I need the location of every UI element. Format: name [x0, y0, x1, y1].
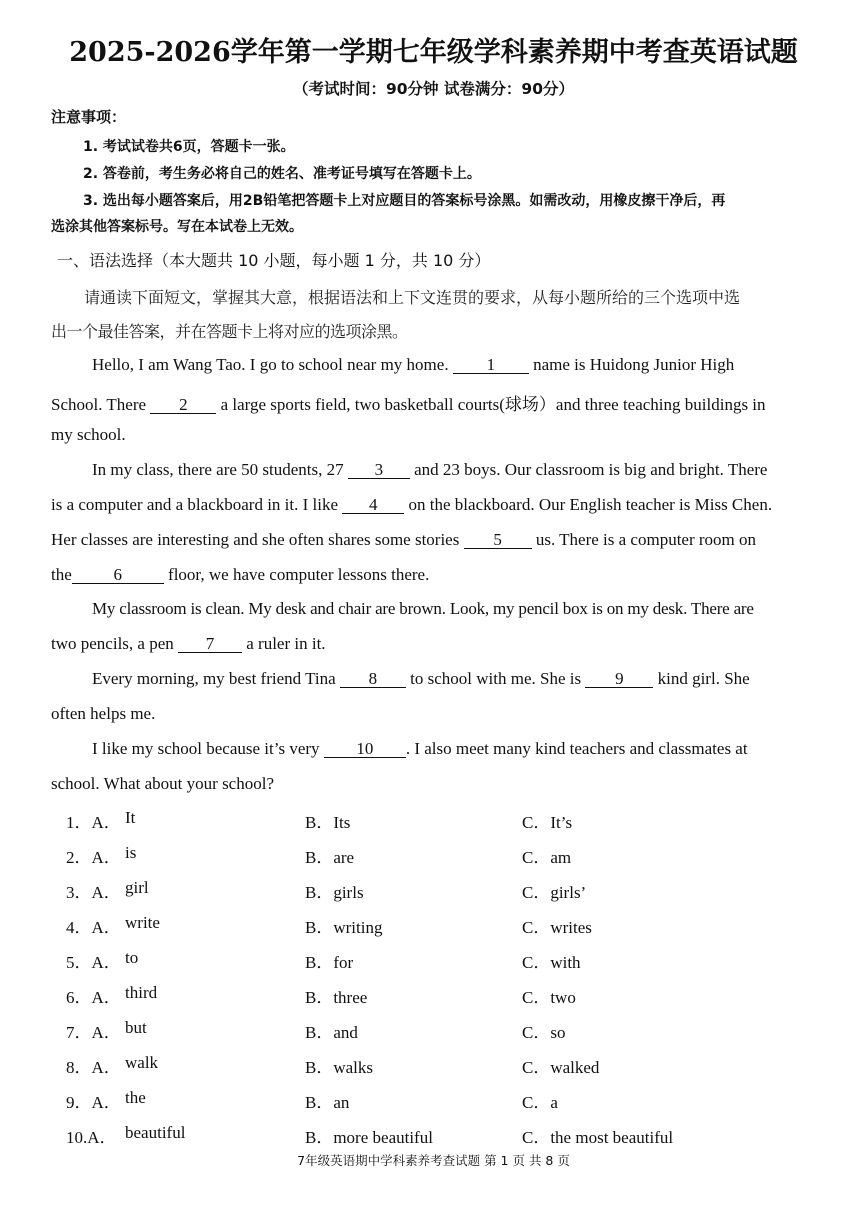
- option-a: is: [125, 843, 137, 862]
- question-options: [0, 1018, 867, 1040]
- passage-line: [51, 390, 766, 415]
- blank-5: 5: [464, 531, 532, 549]
- blank-9: 9: [585, 670, 653, 688]
- blank-6: 6: [72, 566, 164, 584]
- question-number: 5．A．: [66, 953, 121, 972]
- passage-text: us. There is a computer room on: [535, 530, 757, 549]
- blank-7: 7: [178, 635, 242, 653]
- option-b: B．Its: [305, 813, 351, 832]
- passage-text: on the blackboard. Our English teacher is Miss Chen.: [408, 495, 773, 514]
- option-a: beautiful: [125, 1123, 186, 1142]
- option-b: B．more beautiful: [305, 1128, 433, 1147]
- passage-text: is a computer and a blackboard in it. I like: [51, 495, 339, 514]
- question-number: 3．A．: [66, 883, 121, 902]
- passage-text: . I also meet many kind teachers and classmates at: [405, 739, 748, 758]
- passage-line: [51, 495, 772, 515]
- question-options: [0, 913, 867, 935]
- page-footer: 7年级英语期中学科素养考查试题 第 1 页 共 8 页: [297, 1153, 570, 1168]
- question-options: [0, 843, 867, 865]
- question-number: 7．A．: [66, 1023, 121, 1042]
- option-a: the: [125, 1088, 146, 1107]
- option-b: B．for: [305, 953, 354, 972]
- option-c: C．girls’: [522, 883, 587, 902]
- question-options: [0, 878, 867, 900]
- passage-text: I like my school because it’s very: [92, 739, 320, 758]
- option-c: C．the most beautiful: [522, 1128, 674, 1147]
- question-options: [0, 1088, 867, 1110]
- passage-line: my school.: [51, 425, 126, 444]
- option-a: to: [125, 948, 139, 967]
- option-c: C．am: [522, 848, 572, 867]
- question-number: 4．A．: [66, 918, 121, 937]
- section-instruction: 出一个最佳答案，并在答题卡上将对应的选项涂黑。: [51, 322, 408, 341]
- passage-line: [51, 634, 326, 654]
- question-options: [0, 808, 867, 830]
- question-options: [0, 1053, 867, 1075]
- option-c: C．a: [522, 1093, 558, 1112]
- option-b: B．writing: [305, 918, 383, 937]
- notice-item: 选涂其他答案标号。写在本试卷上无效。: [51, 219, 303, 235]
- notice-item: 1. 考试试卷共6页，答题卡一张。: [83, 139, 295, 155]
- passage-text: Her classes are interesting and she often shares some stories: [51, 530, 460, 549]
- question-number: 6．A．: [66, 988, 121, 1007]
- question-options: [0, 948, 867, 970]
- option-a: girl: [125, 878, 149, 897]
- question-number: 1．A．: [66, 813, 121, 832]
- option-a: It: [125, 808, 136, 827]
- option-b: B．three: [305, 988, 368, 1007]
- passage-line: [51, 565, 429, 585]
- blank-4: 4: [342, 496, 404, 514]
- option-b: B．walks: [305, 1058, 373, 1077]
- passage-line: [92, 355, 734, 375]
- passage-text: to school with me. She is: [410, 669, 582, 688]
- notice-item: 3. 选出每小题答案后，用2B铅笔把答题卡上对应题目的答案标号涂黑。如需改动，用橡皮擦干净后，再: [83, 193, 726, 209]
- option-c: C．two: [522, 988, 576, 1007]
- option-b: B．girls: [305, 883, 364, 902]
- blank-8: 8: [340, 670, 406, 688]
- passage-text: School. There: [51, 395, 147, 414]
- blank-1: 1: [453, 356, 529, 374]
- notice-heading: 注意事项：: [51, 108, 127, 126]
- passage-text: name is Huidong Junior High: [533, 355, 735, 374]
- option-a: but: [125, 1018, 147, 1037]
- question-number: 8．A．: [66, 1058, 121, 1077]
- notice-item: 2. 答卷前，考生务必将自己的姓名、准考证号填写在答题卡上。: [83, 166, 481, 182]
- option-a: write: [125, 913, 160, 932]
- passage-text: the: [51, 565, 72, 584]
- option-a: third: [125, 983, 158, 1002]
- exam-info: （考试时间：90分钟 试卷满分：90分）: [292, 80, 575, 98]
- passage-text: floor, we have computer lessons there.: [168, 565, 430, 584]
- option-c: C．It’s: [522, 813, 573, 832]
- passage-line: My classroom is clean. My desk and chair are brown. Look, my pencil box is on my desk. There are: [92, 599, 754, 618]
- passage-line: [92, 739, 748, 759]
- passage-text: Every morning, my best friend Tina: [92, 669, 336, 688]
- passage-line: often helps me.: [51, 704, 156, 723]
- option-c: C．so: [522, 1023, 566, 1042]
- page-title: 2025-2026学年第一学期七年级学科素养期中考查英语试题: [69, 37, 798, 68]
- question-number: 10.A．: [66, 1128, 117, 1147]
- blank-10: 10: [324, 740, 406, 758]
- option-b: B．and: [305, 1023, 358, 1042]
- passage-text: In my class, there are 50 students, 27: [92, 460, 344, 479]
- passage-text: a ruler in it.: [246, 634, 326, 653]
- passage-text: Hello, I am Wang Tao. I go to school near my home.: [92, 355, 449, 374]
- passage-line: [92, 669, 750, 689]
- question-options: [0, 983, 867, 1005]
- passage-line: [92, 460, 767, 480]
- passage-text: kind girl. She: [657, 669, 750, 688]
- question-options: [0, 1123, 867, 1145]
- section-instruction: 请通读下面短文，掌握其大意，根据语法和上下文连贯的要求，从每小题所给的三个选项中选: [84, 288, 741, 307]
- passage-text: and 23 boys. Our classroom is big and bright. There: [414, 460, 768, 479]
- option-c: C．writes: [522, 918, 592, 937]
- question-number: 2．A．: [66, 848, 121, 867]
- option-b: B．are: [305, 848, 355, 867]
- blank-3: 3: [348, 461, 410, 479]
- section-heading: 一、语法选择（本大题共 10 小题，每小题 1 分，共 10 分）: [57, 251, 491, 270]
- passage-text: two pencils, a pen: [51, 634, 174, 653]
- blank-2: 2: [150, 396, 216, 414]
- option-c: C．with: [522, 953, 581, 972]
- option-b: B．an: [305, 1093, 350, 1112]
- passage-line: [51, 530, 756, 550]
- passage-text: a large sports field, two basketball courts(球场）and three teaching buildings in: [220, 395, 766, 414]
- option-c: C．walked: [522, 1058, 600, 1077]
- option-a: walk: [125, 1053, 159, 1072]
- question-number: 9．A．: [66, 1093, 121, 1112]
- passage-line: school. What about your school?: [51, 774, 275, 793]
